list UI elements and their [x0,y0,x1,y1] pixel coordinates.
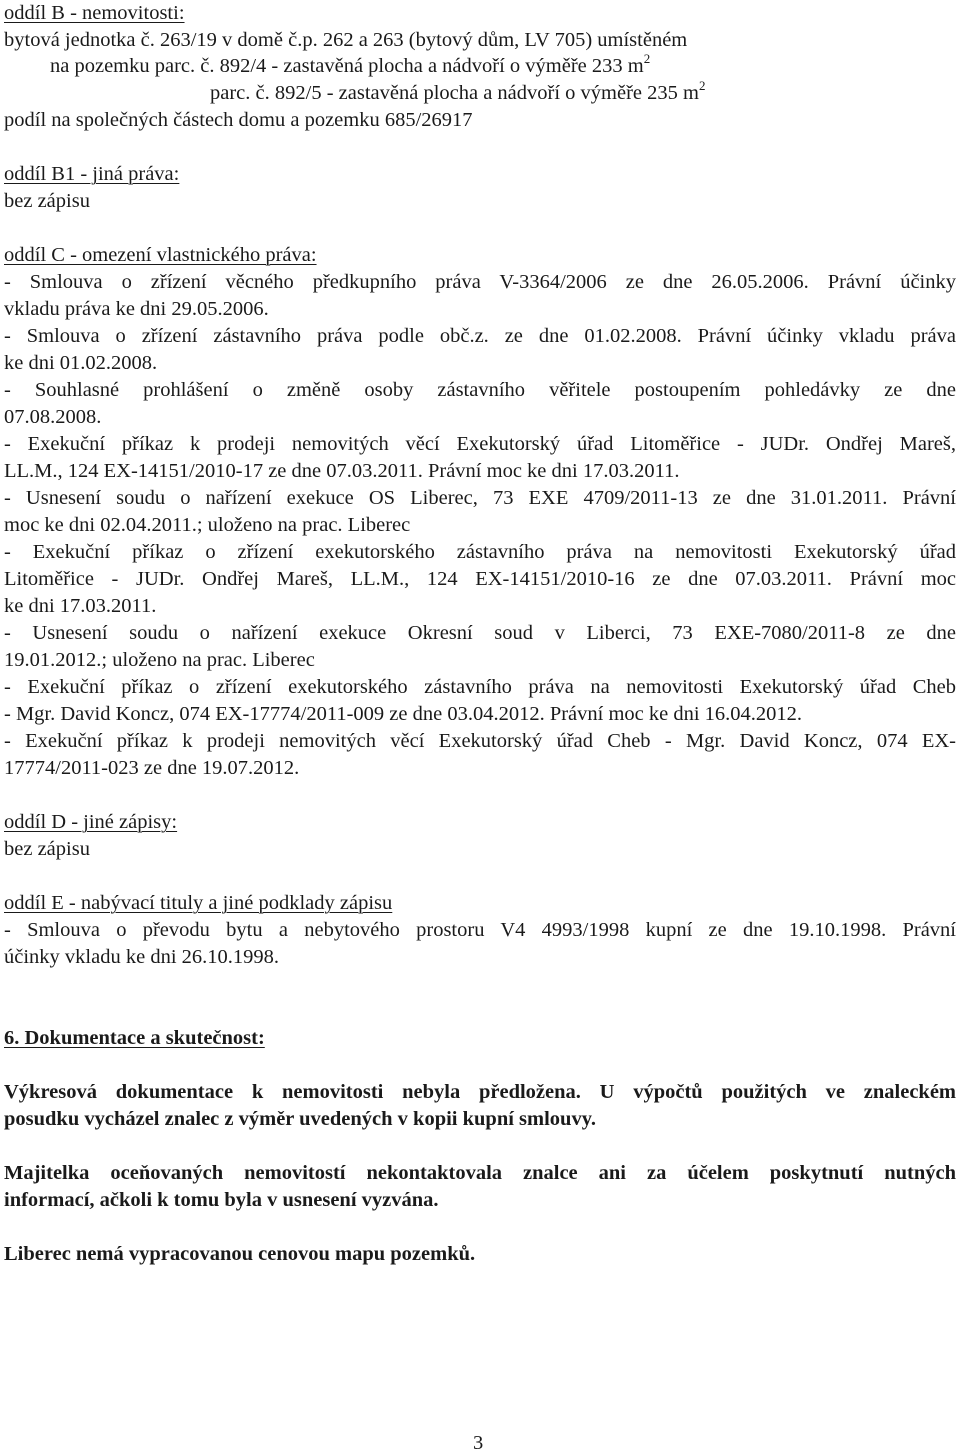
section-c-heading: oddíl C - omezení vlastnického práva: [4,244,317,266]
section-b-line: bytová jednotka č. 263/19 v domě č.p. 262 a 263 (bytový dům, LV 705) umístěném [4,29,688,51]
section-b-heading: oddíl B - nemovitosti: [4,2,185,24]
section-e-line: účinky vkladu ke dni 26.10.1998. [4,946,280,968]
page-number: 3 [473,1432,484,1454]
section-c-line: - Souhlasné prohlášení o změně osoby zástavního věřitele postoupením pohledávky ze dne [4,379,956,401]
section-c-line: Litoměřice - JUDr. Ondřej Mareš, LL.M., 124 EX-14151/2010-16 ze dne 07.03.2011. Právní moc [4,568,956,590]
section-b1-heading: oddíl B1 - jiná práva: [4,163,180,185]
section-c-line: ke dni 17.03.2011. [4,595,157,617]
section-c-line: - Smlouva o zřízení zástavního práva podle obč.z. ze dne 01.02.2008. Právní účinky vkladu práva [4,325,956,347]
section-c-line: LL.M., 124 EX-14151/2010-17 ze dne 07.03.2011. Právní moc ke dni 17.03.2011. [4,460,680,482]
section-6-heading: 6. Dokumentace a skutečnost: [4,1027,265,1049]
section-b-line: parc. č. 892/5 - zastavěná plocha a nádvoří o výměře 235 $m^2$ [210,78,706,104]
section-c-line: - Exekuční příkaz k prodeji nemovitých věcí Exekutorský úřad Cheb - Mgr. David Koncz, 074 EX- [4,730,956,752]
section-6-paragraph-line: Majitelka oceňovaných nemovitostí nekontaktovala znalce ani za účelem poskytnutí nutných [4,1162,956,1184]
section-c-line: - Usnesení soudu o nařízení exekuce Okresní soud v Liberci, 73 EXE-7080/2011-8 ze dne [4,622,956,644]
section-c-line: - Smlouva o zřízení věcného předkupního práva V-3364/2006 ze dne 26.05.2006. Právní účinky [4,271,956,293]
section-c-line: - Exekuční příkaz o zřízení exekutorského zástavního práva na nemovitosti Exekutorský úřad [4,541,956,563]
section-c-line: - Exekuční příkaz k prodeji nemovitých věcí Exekutorský úřad Litoměřice - JUDr. Ondřej Mareš, [4,433,956,455]
section-c-line: vkladu práva ke dni 29.05.2006. [4,298,269,320]
section-e-line: - Smlouva o převodu bytu a nebytového prostoru V4 4993/1998 kupní ze dne 19.10.1998. Právní [4,919,956,941]
section-c-line: 19.01.2012.; uloženo na prac. Liberec [4,649,315,671]
section-d-heading: oddíl D - jiné zápisy: [4,811,178,833]
section-b-line: na pozemku parc. č. 892/4 - zastavěná plocha a nádvoří o výměře 233 $m^2$ [50,51,651,77]
section-c-line: 07.08.2008. [4,406,102,428]
section-b-line: podíl na společných částech domu a pozemku 685/26917 [4,109,473,131]
section-6-paragraph-line: posudku vycházel znalec z výměr uvedených v kopii kupní smlouvy. [4,1108,596,1130]
section-c-line: - Mgr. David Koncz, 074 EX-17774/2011-009 ze dne 03.04.2012. Právní moc ke dni 16.04.2012. [4,703,803,725]
section-6-paragraph-line: informací, ačkoli k tomu byla v usnesení vyzvána. [4,1189,439,1211]
section-c-line: ke dni 01.02.2008. [4,352,158,374]
section-c-line: 17774/2011-023 ze dne 19.07.2012. [4,757,300,779]
section-b1-text: bez zápisu [4,190,90,212]
section-6-paragraph-line: Liberec nemá vypracovanou cenovou mapu pozemků. [4,1243,476,1265]
section-c-line: - Exekuční příkaz o zřízení exekutorského zástavního práva na nemovitosti Exekutorský úřad Cheb [4,676,956,698]
section-d-text: bez zápisu [4,838,90,860]
section-c-line: moc ke dni 02.04.2011.; uloženo na prac. Liberec [4,514,411,536]
section-c-line: - Usnesení soudu o nařízení exekuce OS Liberec, 73 EXE 4709/2011-13 ze dne 31.01.2011. Právní [4,487,956,509]
section-e-heading: oddíl E - nabývací tituly a jiné podklady zápisu [4,892,393,914]
section-6-paragraph-line: Výkresová dokumentace k nemovitosti nebyla předložena. U výpočtů použitých ve znaleckém [4,1081,956,1103]
